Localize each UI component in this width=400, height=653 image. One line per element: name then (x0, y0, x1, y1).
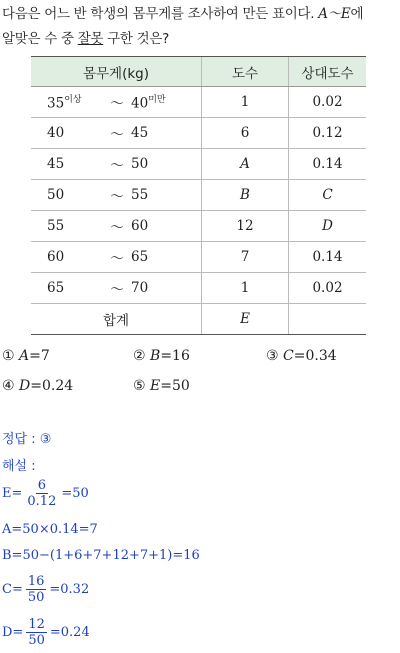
range-high: 55 (131, 187, 149, 203)
relative-frequency-cell: 0.14 (289, 242, 367, 273)
equation-a: A=50×0.14=7 (2, 522, 98, 537)
range-tilde: ～ (110, 220, 124, 236)
fraction: $\frac{12}{50}$ (28, 617, 45, 648)
relative-frequency-cell: C (289, 180, 367, 211)
table-row (31, 149, 366, 180)
header-relative-frequency: 상대도수 (289, 57, 367, 87)
frequency-cell: A (202, 149, 289, 180)
question-line1: 다음은 어느 반 학생의 몸무게를 조사하여 만든 표이다. (2, 6, 315, 22)
equation-e: E= $\frac{6}{0.12}$ =50 (2, 478, 89, 509)
range-tilde: ～ (110, 127, 124, 143)
range-high: $40^{미만}$ (131, 95, 166, 112)
range-tilde: ～ (110, 189, 124, 205)
table-row (31, 273, 366, 304)
total-frequency-cell: E (202, 304, 289, 335)
range-tilde: ～ (110, 158, 124, 174)
header-weight: 몸무게(kg) (31, 57, 202, 87)
table-row (31, 211, 366, 242)
question-line2-post: 구한 것은? (103, 31, 169, 47)
range-low: 45 (47, 156, 65, 172)
frequency-cell: 12 (202, 211, 289, 242)
range-high: 45 (131, 125, 149, 141)
equation-b: B=50−(1+6+7+12+7+1)=16 (2, 548, 200, 563)
frequency-cell: 7 (202, 242, 289, 273)
equation-d: D= $\frac{12}{50}$ =0.24 (2, 617, 90, 648)
range-low: 60 (47, 249, 65, 265)
table-header-row (31, 57, 366, 87)
fraction: $\frac{6}{0.12}$ (27, 478, 57, 509)
range-low: $35^{이상}$ (47, 95, 82, 112)
choice-1[interactable]: ① A=7 (2, 348, 50, 364)
question-line1-end: 에 (350, 6, 364, 22)
choice-4[interactable]: ④ D=0.24 (2, 378, 74, 394)
table-row (31, 242, 366, 273)
table-row (31, 180, 366, 211)
range-high: 60 (131, 218, 149, 234)
table-row (31, 118, 366, 149)
relative-frequency-cell: 0.14 (289, 149, 367, 180)
total-relative-frequency-cell (289, 304, 367, 335)
frequency-table (31, 56, 366, 335)
table-total-row (31, 304, 366, 335)
table-row (31, 87, 366, 118)
range-tilde: ～ (110, 251, 124, 267)
range-tilde: ～ (110, 96, 124, 112)
frequency-cell: 1 (202, 87, 289, 118)
frequency-cell: B (202, 180, 289, 211)
range-high: 70 (131, 280, 149, 296)
range-tilde: ～ (110, 282, 124, 298)
range-low: 55 (47, 218, 65, 234)
choice-3[interactable]: ③ C=0.34 (266, 348, 337, 364)
range-high: 50 (131, 156, 149, 172)
relative-frequency-cell: 0.02 (289, 87, 367, 118)
header-frequency: 도수 (202, 57, 289, 87)
range-low: 40 (47, 125, 65, 141)
range-high: 65 (131, 249, 149, 265)
relative-frequency-cell: 0.02 (289, 273, 367, 304)
range-low: 50 (47, 187, 65, 203)
relative-frequency-cell: D (289, 211, 367, 242)
total-label: 합계 (31, 304, 202, 335)
equation-c: C= $\frac{16}{50}$ =0.32 (2, 574, 90, 605)
question-line2-pre: 알맞은 수 중 (2, 31, 78, 47)
choice-2[interactable]: ② B=16 (133, 348, 190, 364)
frequency-cell: 6 (202, 118, 289, 149)
choice-5[interactable]: ⑤ E=50 (133, 378, 190, 394)
explanation-label: 해설 : (2, 459, 36, 474)
frequency-cell: 1 (202, 273, 289, 304)
fraction: $\frac{16}{50}$ (27, 574, 45, 605)
relative-frequency-cell: 0.12 (289, 118, 367, 149)
range-low: 65 (47, 280, 65, 296)
question-underlined-word: 잘못 (77, 31, 104, 47)
answer-line: 정답 : ③ (2, 432, 52, 447)
question-text (2, 2, 398, 52)
question-vars: A～E (318, 6, 351, 22)
